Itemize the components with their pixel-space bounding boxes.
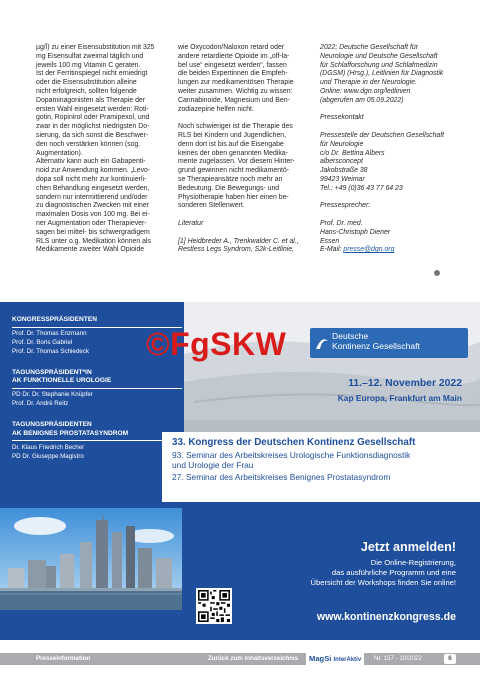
brand-part-1: MagSi — [309, 654, 332, 663]
article-paragraph: Noch schwieriger ist die Therapie des RLS bei Kindern und Jugendlichen, denn dort ist bis auf die Eisengabe keines der oben genannten Medika- mente zugelassen. Vor diesem Hinter- grund gewinnen nicht medikamentö- se Therapieansätze noch mehr an Bedeutung. Die Bewegungs- und Physiotherapie haben hier einen be- sonderen Stellenwert. — [178, 123, 295, 210]
president-group — [12, 369, 182, 409]
article-paragraph: wie Oxycodon/Naloxon retard oder andere retardierte Opioide im „off-la- bel use“ eingesetzt werden“, fassen die beiden Expertinnen die Empfeh- lungen zur medikamentösen Therapie weiter zusammen. Wichtig zu wissen: Cannabinoide, Magnesium und Ben- zodiazepine helfen nicht. — [178, 44, 294, 113]
congress-title-box — [162, 432, 480, 502]
article-column-3 — [320, 44, 448, 255]
literature-reference-cont: 2022; Deutsche Gesellschaft für Neurologie und Deutsche Gesellschaft für Schlafforschung und Schlafmedizin (DGSM) (Hrsg.), Leitlinien für Diagnostik und Therapie in der Neurologie. Online: www.dgn.org/leitlinien (abgerufen am 05.09.2022) — [320, 44, 444, 104]
press-speaker-name: Prof. Dr. med. Hans-Christoph Diener Essen — [320, 219, 391, 245]
press-email-line — [320, 246, 448, 255]
president-group — [12, 421, 182, 461]
back-to-contents-link[interactable]: Zurück zum Inhaltsverzeichnis — [208, 655, 299, 662]
group-title: TAGUNGSPRÄSIDENTEN AK BENIGNES PROSTATASYNDROM — [12, 420, 129, 437]
cta-body: Die Online-Registrierung, das ausführliche Programm und eine Übersicht der Workshops finden Sie online! — [310, 558, 456, 588]
person-name: Prof. Dr. Thomas Schiedeck — [12, 347, 89, 355]
magazine-brand — [306, 653, 364, 665]
qr-code[interactable] — [196, 588, 232, 624]
divider — [12, 440, 182, 441]
article-column-1 — [36, 44, 164, 264]
seminar-1: 93. Seminar des Arbeitskreises Urologische Funktionsdiagnostik und Urologie der Frau — [172, 450, 411, 471]
frankfurt-skyline-photo — [0, 508, 182, 610]
person-name: PD Dr. Dr. Stephanie Knüpfer — [12, 391, 93, 399]
architecture-photo — [184, 302, 480, 434]
architecture-illustration — [184, 302, 480, 434]
group-title: KONGRESSPRÄSIDENTEN — [12, 316, 97, 323]
watermark: ©FgSKW — [146, 326, 287, 362]
event-venue: Kap Europa, Frankfurt am Main — [337, 393, 462, 403]
person-name: Prof. Dr. Boris Gabriel — [12, 338, 73, 346]
brand-part-2: InterAktiv — [333, 657, 362, 663]
qr-code-icon — [198, 590, 230, 622]
press-speaker-heading: Pressesprecher: — [320, 202, 371, 210]
article-paragraph: µg/l) zu einer Eisensubstitution mit 325 mg Eisensulfat zweimal täglich und jeweils 100 mg Vitamin C geraten. Ist der Ferritinspiegel nicht erniedrigt oder die Eisensubstitution alleine nicht erfolgreich, sollten folgende Dopaminagonisten als Therapie der ersten Wahl eingesetzt werden: Roti- gotin, Ropinirol oder Pramipexol, und zwar in der möglichst niedrigsten Do- sierung, da sich sonst die Beschwer- den noch verstärken können (sog. Augmentation). Alternativ kann auch ein Gabapenti- noid zur Anwendung kommen. „Levo- dopa soll nicht mehr zur kontinuierli- chen Behandlung eingesetzt werden, sondern nur intermittierend und/oder zu diagnostischen Zwecken mit einer maximalen Dosis von 100 mg. Bei ei- ner Augmentation oder Therapiever- sagen bei mittel- bis schwergradigem RLS unter o.g. Medikation können als Medikamente zweiter Wahl Opioide — [36, 44, 155, 254]
divider — [12, 388, 182, 389]
article-column-2 — [178, 44, 306, 264]
cta-title: Jetzt anmelden! — [360, 540, 456, 554]
seminar-2: 27. Seminar des Arbeitskreises Benignes Prostatasyndrom — [172, 471, 391, 482]
article — [36, 44, 448, 276]
article-end-dot — [434, 270, 440, 276]
press-contact-heading: Pressekontakt — [320, 114, 364, 122]
congress-website-link[interactable]: www.kontinenzkongress.de — [316, 611, 456, 623]
kontinenz-gesellschaft-logo — [310, 328, 468, 358]
congress-title: 33. Kongress der Deutschen Kontinenz Gesellschaft — [172, 437, 416, 448]
literature-heading: Literatur — [178, 219, 204, 227]
press-email-link[interactable]: presse@dgn.org — [343, 246, 395, 254]
person-name: PD Dr. Giuseppe Magistro — [12, 452, 84, 460]
logo-mark-icon — [314, 335, 330, 351]
email-label: E-Mail: — [320, 246, 344, 254]
issue-number: Nr. 157 - 10/2022 — [374, 655, 422, 662]
page-number: 6 — [444, 654, 456, 664]
person-name: Dr. Klaus Friedrich Becher — [12, 443, 85, 451]
literature-reference: [1] Heidbreder A., Trenkwalder C. et al., Restless Legs Syndrom, S2k-Leitlinie, — [178, 237, 299, 254]
page-footer — [0, 653, 480, 665]
logo-text: Deutsche Kontinenz Gesellschaft — [332, 331, 420, 351]
press-contact-address: Pressestelle der Deutschen Gesellschaft für Neurologie c/o Dr. Bettina Albers albersconcept Jakobstraße 38 99423 Weimar Tel.: +49 (0)36 43 77 64 23 — [320, 131, 445, 192]
person-name: Prof. Dr. André Reitz — [12, 400, 69, 408]
footer-section-label: Presseinformation — [36, 655, 91, 662]
event-date: 11.–12. November 2022 — [348, 378, 462, 389]
group-title: TAGUNGSPRÄSIDENT*IN AK FUNKTIONELLE UROLOGIE — [12, 368, 112, 385]
registration-call-to-action — [236, 540, 456, 589]
person-name: Prof. Dr. Thomas Enzmann — [12, 330, 87, 338]
skyline-illustration — [0, 508, 182, 610]
